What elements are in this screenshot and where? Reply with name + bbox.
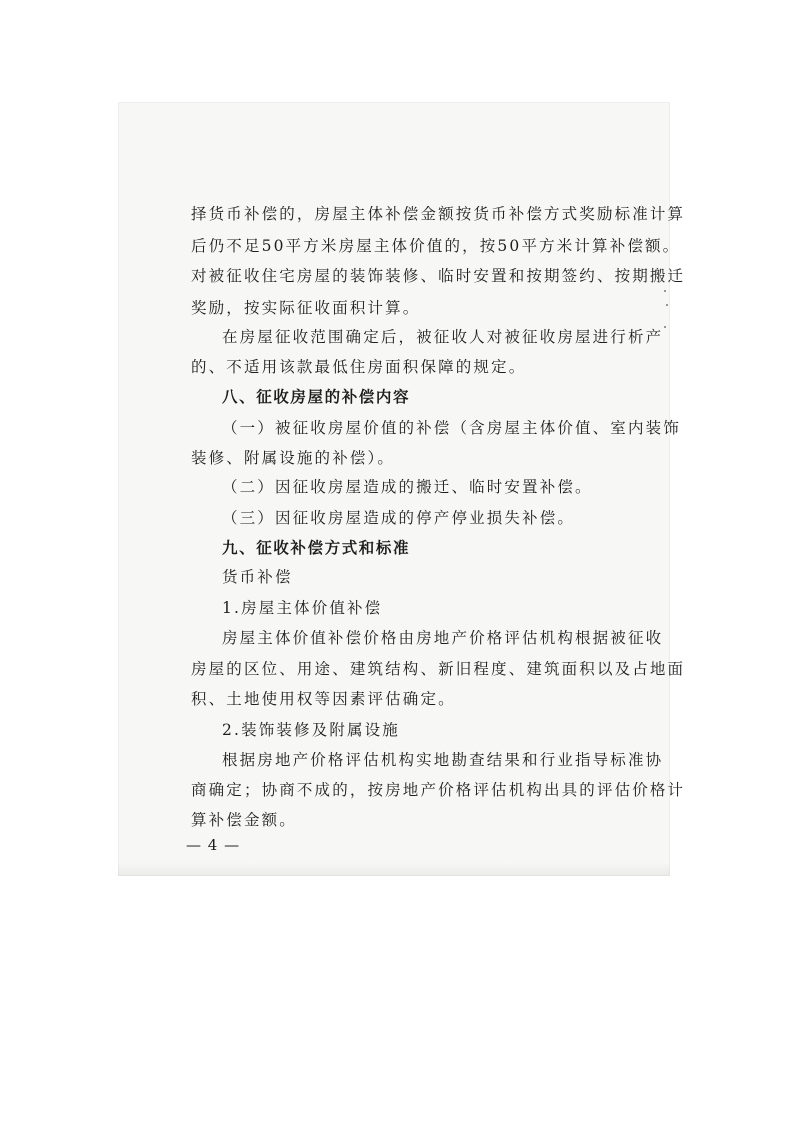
body-line: 装修、附属设施的补偿）。 (191, 449, 396, 467)
body-line: 房屋主体价值补偿价格由房地产价格评估机构根据被征收 (222, 629, 664, 647)
body-line: 算补偿金额。 (191, 811, 297, 829)
body-line: 根据房地产价格评估机构实地勘查结果和行业指导标准协 (222, 751, 664, 769)
body-line: 商确定；协商不成的，按房地产价格评估机构出具的评估价格计 (191, 781, 686, 799)
body-line: 对被征收住宅房屋的装饰装修、临时安置和按期签约、按期搬迁 (191, 267, 686, 285)
subsection-heading: 货币补偿 (222, 568, 293, 586)
body-line: （三）因征收房屋造成的停产停业损失补偿。 (222, 509, 576, 527)
body-line: 在房屋征收范围确定后，被征收人对被征收房屋进行析产 (222, 328, 664, 346)
body-line: 奖励，按实际征收面积计算。 (191, 299, 421, 317)
body-line: 房屋的区位、用途、建筑结构、新旧程度、建筑面积以及占地面 (191, 660, 686, 678)
body-line: 择货币补偿的，房屋主体补偿金额按货币补偿方式奖励标准计算 (191, 205, 686, 223)
scan-speck (664, 326, 666, 328)
body-line: 的、不适用该款最低住房面积保障的规定。 (191, 358, 527, 376)
scan-speck (666, 304, 668, 306)
section-heading: 八、征收房屋的补偿内容 (222, 387, 411, 406)
subsection-heading: 2.装饰装修及附属设施 (222, 721, 400, 739)
body-line: 后仍不足50平方米房屋主体价值的，按50平方米计算补偿额。 (191, 237, 681, 255)
section-heading: 九、征收补偿方式和标准 (222, 538, 411, 557)
subsection-heading: 1.房屋主体价值补偿 (222, 599, 383, 617)
page-number: — 4 — (186, 836, 241, 854)
body-line: （一）被征收房屋价值的补偿（含房屋主体价值、室内装饰 (222, 419, 681, 437)
body-line: （二）因征收房屋造成的搬迁、临时安置补偿。 (222, 478, 593, 496)
body-line: 积、土地使用权等因素评估确定。 (191, 690, 456, 708)
scan-speck (664, 290, 666, 292)
